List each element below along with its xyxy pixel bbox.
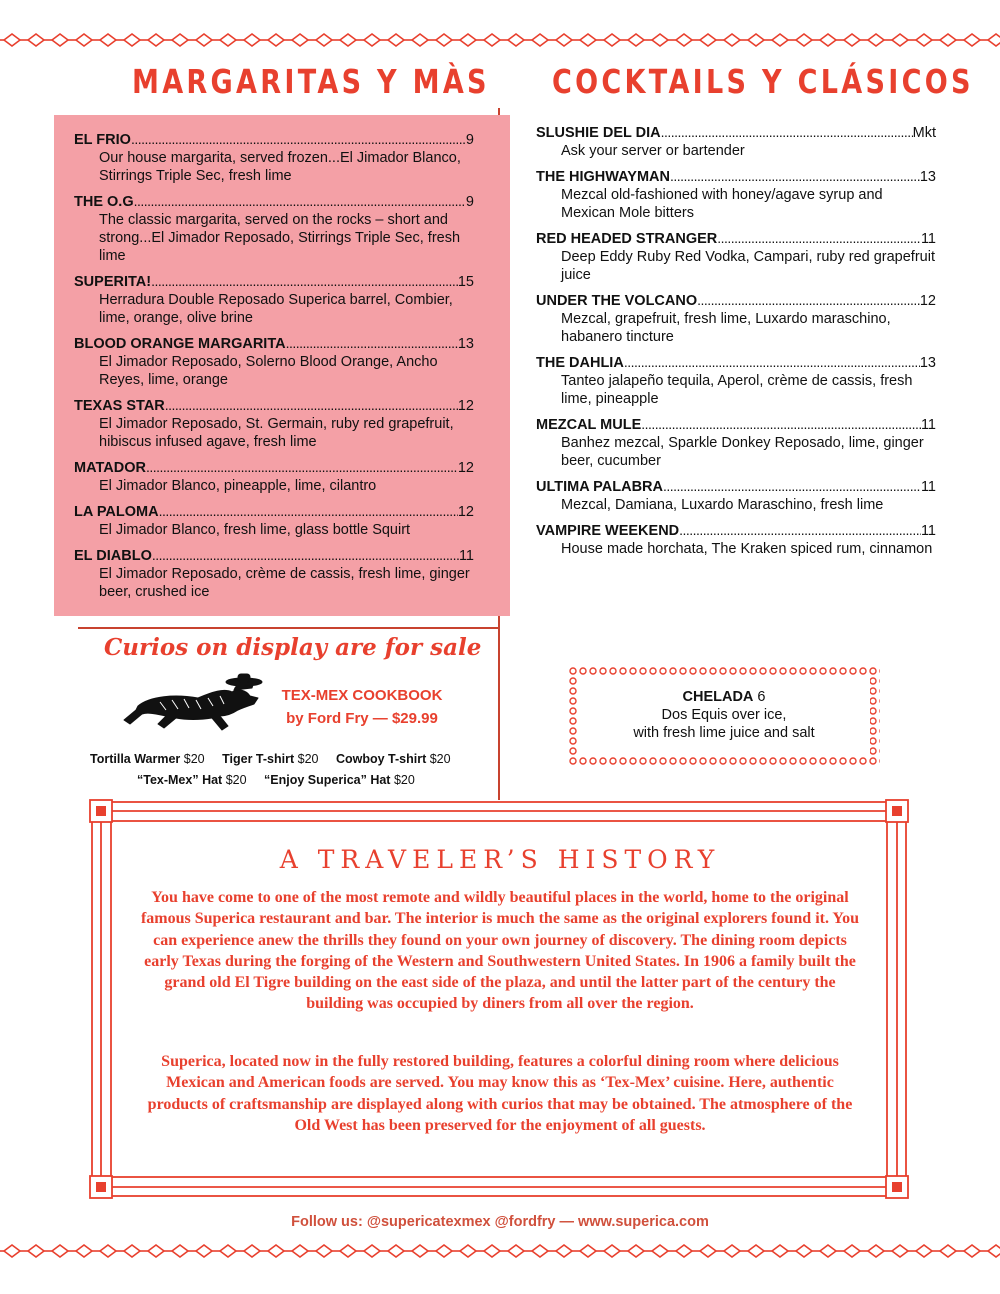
item-price: Mkt [912, 125, 936, 141]
item-description: Mezcal, Damiana, Luxardo Maraschino, fresh lime [561, 497, 884, 513]
curios-divider [78, 627, 498, 629]
item-description: Deep Eddy Ruby Red Vodka, Campari, ruby red grapefruit juice [561, 249, 935, 283]
item-price: 15 [457, 274, 474, 290]
merch-price: $20 [225, 773, 247, 787]
leader-dots [134, 192, 466, 210]
top-chain-border [0, 30, 1000, 50]
merch-price: $20 [297, 752, 319, 766]
item-description: El Jimador Reposado, St. Germain, ruby red grapefruit, hibiscus infused agave, fresh lime [99, 416, 454, 450]
menu-item [536, 229, 936, 284]
merch-name: Tortilla Warmer [90, 752, 181, 766]
item-name: UNDER THE VOLCANO [536, 293, 698, 309]
item-price: 11 [458, 548, 474, 564]
item-price: 11 [920, 479, 936, 495]
running-dog-illustration [120, 668, 270, 738]
item-name: MATADOR [74, 460, 146, 476]
chelada-price: 6 [757, 689, 766, 705]
item-name: EL DIABLO [74, 548, 152, 564]
item-name: THE O.G [74, 194, 134, 210]
item-name: ULTIMA PALABRA [536, 479, 663, 495]
history-paragraph-2: Superica, located now in the fully restored building, features a colorful dining room where delicious Mexican and American foods are served. You may know this as ‘Tex-Mex’ cuisine. Here, authentic products of craftsmanship are displayed along with curios that may be obtained. The atmosphere of the Old West has been preserved for the enjoyment of all guests. [147, 1053, 853, 1134]
item-name: RED HEADED STRANGER [536, 231, 718, 247]
item-name: THE HIGHWAYMAN [536, 169, 670, 185]
merch-row [90, 752, 465, 766]
merch-item [222, 752, 318, 766]
item-price: 12 [457, 460, 474, 476]
menu-item [536, 167, 936, 222]
item-description: Tanteo jalapeño tequila, Aperol, crème de cassis, fresh lime, pineapple [561, 373, 913, 407]
item-price: 13 [919, 169, 936, 185]
item-name: TEXAS STAR [74, 398, 165, 414]
item-name: MEZCAL MULE [536, 417, 642, 433]
item-description: Ask your server or bartender [561, 143, 745, 159]
menu-item [74, 272, 474, 327]
item-description: El Jimador Reposado, Solerno Blood Orange, Ancho Reyes, lime, orange [99, 354, 438, 388]
merch-item [137, 773, 247, 787]
merch-item [264, 773, 415, 787]
menu-item [536, 521, 936, 558]
item-price: 11 [920, 523, 936, 539]
leader-dots [151, 272, 458, 290]
chelada-box [568, 666, 880, 766]
leader-dots [661, 123, 913, 141]
merch-name: Tiger T-shirt [222, 752, 295, 766]
item-name: SUPERITA! [74, 274, 152, 290]
menu-item [74, 396, 474, 451]
item-price: 9 [465, 194, 474, 210]
merch-item [90, 752, 205, 766]
leader-dots [663, 477, 921, 495]
cookbook-title: TEX-MEX COOKBOOK [281, 687, 443, 704]
menu-item [74, 130, 474, 185]
chelada-desc-line1: Dos Equis over ice, [661, 707, 787, 723]
item-price: 12 [457, 398, 474, 414]
leader-dots [165, 396, 458, 414]
history-paragraph-1: You have come to one of the most remote and wildly beautiful places in the world, home to the original famous Superica restaurant and bar. The interior is much the same as the original explorers found it. You can experience anew the thrills they found on your own journey of discovery. The dining room depicts early Texas during the forging of the Western and Southwestern United States. In 1906 a family built the grand old El Tigre building on the east side of the plaza, and until the latter part of the century the building was occupied by diners from all over the region. [140, 889, 860, 1013]
item-price: 12 [457, 504, 474, 520]
bottom-chain-border [0, 1241, 1000, 1261]
item-name: VAMPIRE WEEKEND [536, 523, 680, 539]
item-description: Banhez mezcal, Sparkle Donkey Reposado, lime, ginger beer, cucumber [561, 435, 924, 469]
footer-social-links: Follow us: @supericatexmex @fordfry — www.superica.com [291, 1214, 709, 1230]
item-name: EL FRIO [74, 132, 131, 148]
menu-item [536, 123, 936, 160]
merch-name: “Tex-Mex” Hat [137, 773, 223, 787]
menu-item [74, 334, 474, 389]
item-description: House made horchata, The Kraken spiced rum, cinnamon [561, 541, 933, 557]
leader-dots [159, 502, 458, 520]
merch-price: $20 [393, 773, 415, 787]
chelada-desc-line2: with fresh lime juice and salt [633, 725, 815, 741]
chelada-name: CHELADA [682, 689, 754, 705]
menu-item [74, 502, 474, 539]
merch-name: Cowboy T-shirt [335, 752, 427, 766]
item-name: LA PALOMA [74, 504, 159, 520]
cocktails-title: COCKTAILS Y CLÁSICOS [552, 62, 974, 101]
item-price: 13 [457, 336, 474, 352]
leader-dots [152, 546, 459, 564]
leader-dots [624, 353, 920, 371]
menu-item [74, 546, 474, 601]
history-title: A TRAVELER’S HISTORY [279, 845, 721, 874]
item-description: Our house margarita, served frozen...El Jimador Blanco, Stirrings Triple Sec, fresh lime [99, 150, 461, 184]
margaritas-list [74, 130, 474, 608]
chelada-text [568, 688, 880, 742]
leader-dots [131, 130, 466, 148]
item-price: 11 [920, 231, 936, 247]
item-name: BLOOD ORANGE MARGARITA [74, 336, 286, 352]
cookbook-author-price: by Ford Fry — $29.99 [286, 710, 438, 727]
leader-dots [679, 521, 921, 539]
cookbook-offer [262, 684, 462, 730]
leader-dots [641, 415, 921, 433]
leader-dots [670, 167, 920, 185]
curios-title: Curios on display are for sale [104, 634, 482, 661]
cocktails-list [536, 123, 936, 565]
leader-dots [146, 458, 458, 476]
menu-item [536, 477, 936, 514]
merch-price: $20 [429, 752, 451, 766]
leader-dots [717, 229, 921, 247]
item-name: THE DAHLIA [536, 355, 624, 371]
menu-item [536, 353, 936, 408]
item-description: Mezcal old-fashioned with honey/agave syrup and Mexican Mole bitters [561, 187, 883, 221]
leader-dots [286, 334, 458, 352]
item-description: El Jimador Blanco, fresh lime, glass bottle Squirt [99, 522, 411, 538]
item-description: El Jimador Blanco, pineapple, lime, cilantro [99, 478, 377, 494]
item-price: 11 [920, 417, 936, 433]
merch-name: “Enjoy Superica” Hat [264, 773, 391, 787]
item-price: 13 [919, 355, 936, 371]
item-description: El Jimador Reposado, crème de cassis, fresh lime, ginger beer, crushed ice [99, 566, 470, 600]
menu-item [74, 192, 474, 265]
item-price: 9 [465, 132, 474, 148]
leader-dots [697, 291, 920, 309]
item-name: SLUSHIE DEL DIA [536, 125, 661, 141]
item-description: Mezcal, grapefruit, fresh lime, Luxardo maraschino, habanero tincture [561, 311, 891, 345]
menu-item [74, 458, 474, 495]
merch-row [137, 773, 429, 787]
menu-item [536, 415, 936, 470]
item-description: The classic margarita, served on the rocks – short and strong...El Jimador Reposado, Stirrings Triple Sec, fresh lime [99, 212, 461, 264]
item-price: 12 [919, 293, 936, 309]
merch-price: $20 [183, 752, 205, 766]
menu-item [536, 291, 936, 346]
item-description: Herradura Double Reposado Superica barrel, Combier, lime, orange, olive brine [99, 292, 453, 326]
margaritas-title: MARGARITAS Y MÀS [132, 62, 490, 101]
merch-item [336, 752, 451, 766]
